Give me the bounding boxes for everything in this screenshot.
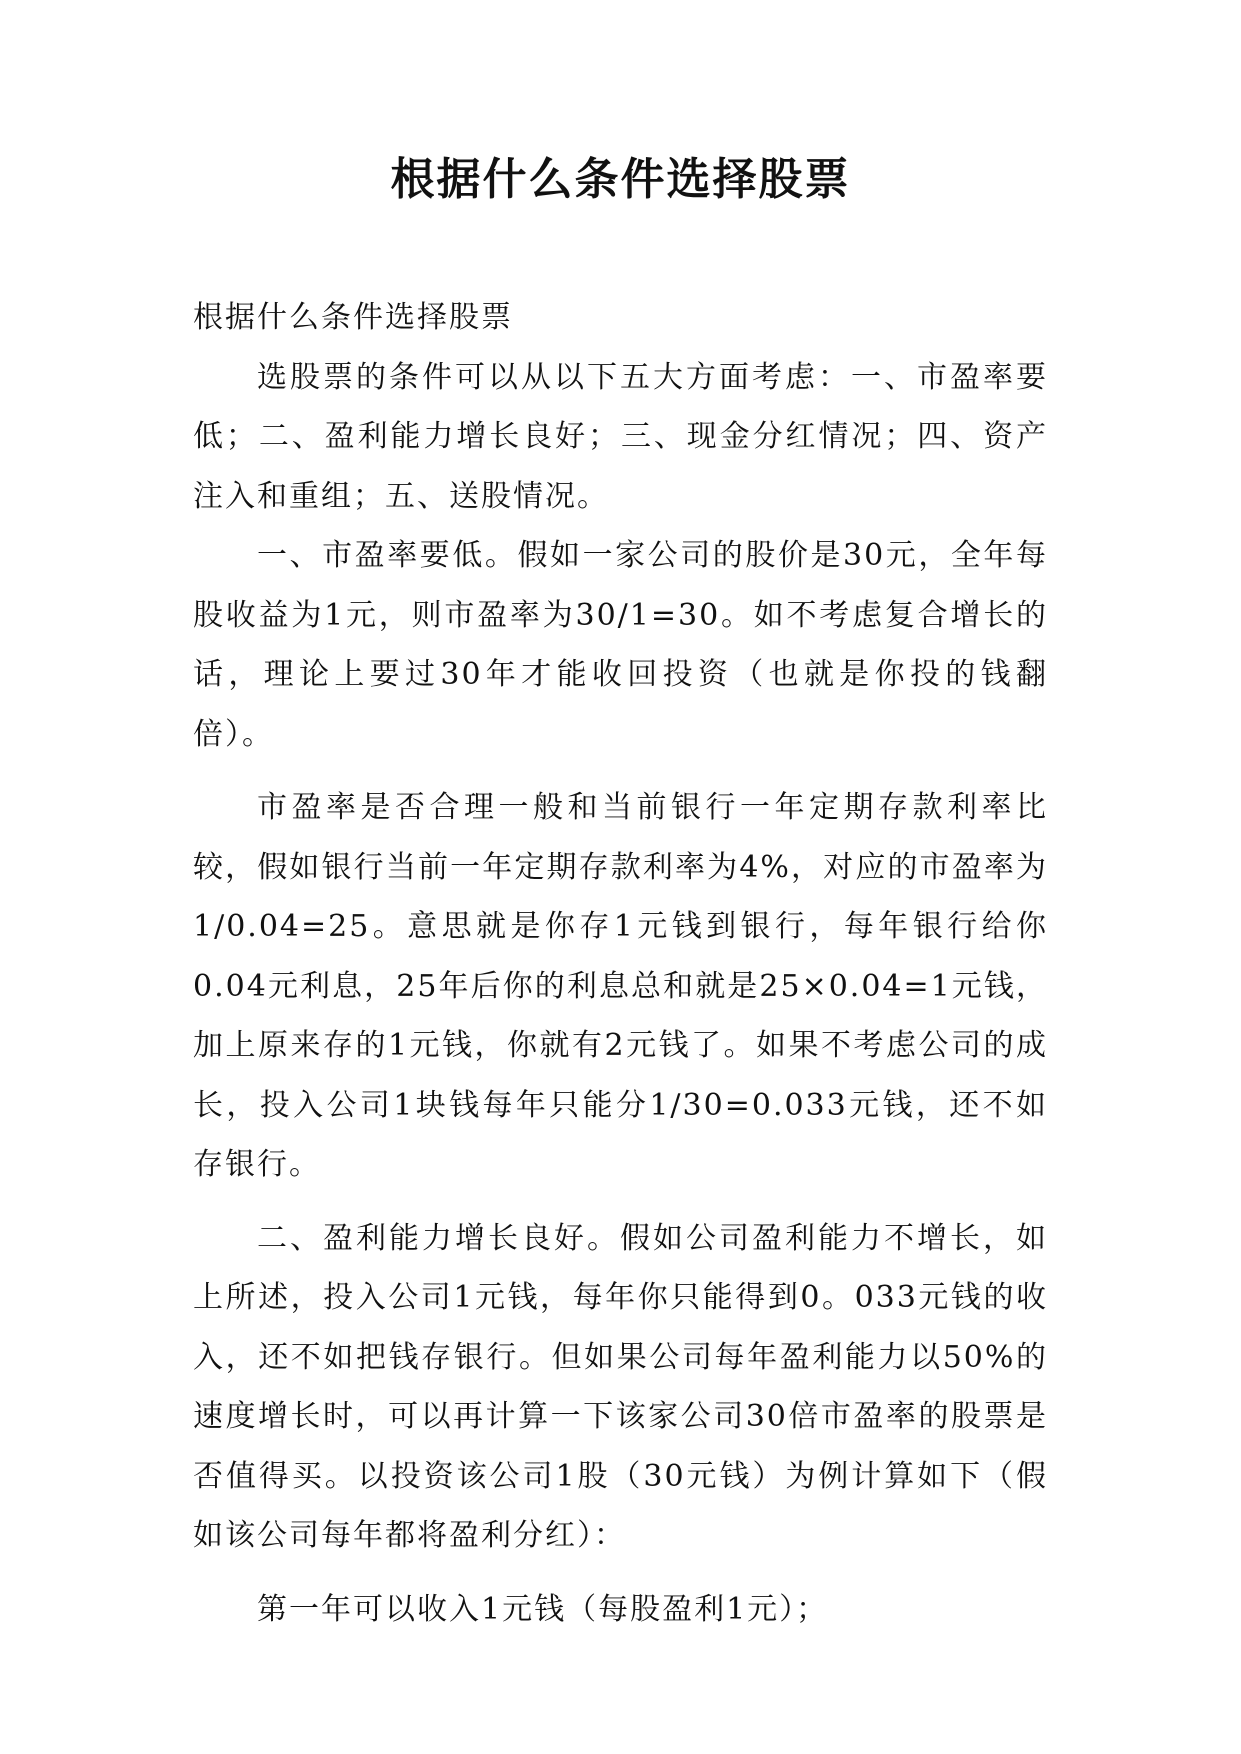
- paragraph-point-one: 一、市盈率要低。假如一家公司的股价是30元，全年每股收益为1元，则市盈率为30/1=30。如不考虑复合增长的话，理论上要过30年才能收回投资（也就是你投的钱翻倍）。: [193, 538, 1048, 752]
- paragraph-pe-comparison: 市盈率是否合理一般和当前银行一年定期存款利率比较，假如银行当前一年定期存款利率为4%，对应的市盈率为1/0.04=25。意思就是你存1元钱到银行，每年银行给你0.04元利息，25年后你的利息总和就是25×0.04=1元钱，加上原来存的1元钱，你就有2元钱了。如果不考虑公司的成长，投入公司1块钱每年只能分1/30=0.033元钱，还不如存银行。: [193, 790, 1048, 1182]
- paragraph-intro: 选股票的条件可以从以下五大方面考虑：一、市盈率要低；二、盈利能力增长良好；三、现金分红情况；四、资产注入和重组；五、送股情况。: [193, 359, 1048, 514]
- document-body: [193, 288, 1048, 1639]
- body-heading: 根据什么条件选择股票: [193, 300, 513, 335]
- document-title: 根据什么条件选择股票: [390, 154, 851, 205]
- paragraph-point-two: 二、盈利能力增长良好。假如公司盈利能力不增长，如上所述，投入公司1元钱，每年你只能得到0。033元钱的收入，还不如把钱存银行。但如果公司每年盈利能力以50%的速度增长时，可以再计算一下该家公司30倍市盈率的股票是否值得买。以投资该公司1股（30元钱）为例计算如下（假如该公司每年都将盈利分红）：: [193, 1220, 1048, 1553]
- paragraph-first-year: 第一年可以收入1元钱（每股盈利1元）；: [257, 1591, 829, 1627]
